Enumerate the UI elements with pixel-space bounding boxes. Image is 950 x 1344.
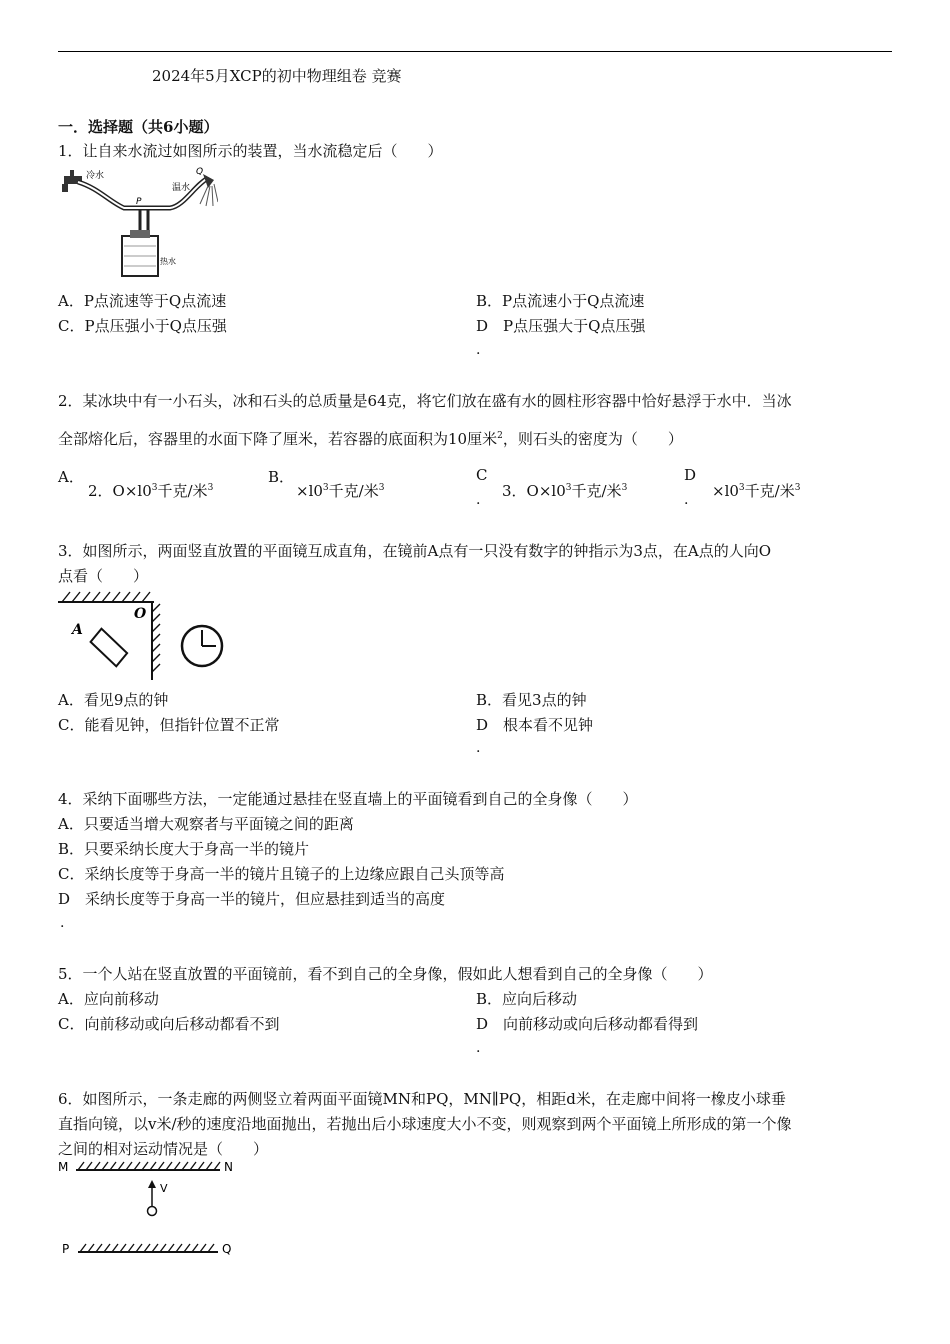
q5-option-b: B．应向后移动 — [476, 990, 578, 1008]
q2-option-a-value: 2．$O\times l0^3$千克/米$^3$ — [88, 482, 214, 500]
q1-option-a: A．P点流速等于Q点流速 — [58, 292, 227, 310]
q1-fig-warm: 温水 — [172, 183, 191, 193]
q6-line1: 6．如图所示，一条走廊的两侧竖立着两面平面镜MN和PQ，MN∥PQ，相距d米，在走廊中间将一橡皮小球垂 — [58, 1090, 786, 1108]
q2-line2-b: ，则石头的密度为（ ） — [502, 430, 683, 448]
q5-option-a: A．应向前移动 — [58, 990, 159, 1008]
q2-option-c-value: 3．$O\times l0^3$千克/米$^3$ — [502, 482, 628, 500]
q6-line2: 直指向镜，以v米/秒的速度沿地面抛出，若抛出后小球速度大小不变，则观察到两个平面镜上所形成的第一个像 — [58, 1115, 792, 1133]
q1-fig-cold: 冷水 — [86, 171, 105, 181]
q3-option-c: C．能看见钟，但指针位置不正常 — [58, 716, 280, 734]
q2-option-b-value: $\times l0^3$千克/米$^3$ — [296, 482, 385, 500]
q2-option-d-dot: . — [684, 492, 689, 508]
q2-option-d-label: D — [684, 466, 697, 484]
q2-option-b-label: B． — [268, 468, 295, 486]
q1-figure — [58, 166, 218, 282]
q2-option-a-label: A． — [58, 468, 84, 486]
q4-stem: 4．采纳下面哪些方法，一定能通过悬挂在竖直墙上的平面镜看到自己的全身像（ ） — [58, 790, 638, 808]
q3-option-d: D 根本看不见钟 — [476, 716, 594, 734]
q5-option-c: C．向前移动或向后移动都看不到 — [58, 1015, 280, 1033]
q1-fig-q: Q — [196, 167, 204, 177]
q6-line3: 之间的相对运动情况是（ ） — [58, 1140, 269, 1158]
q2-option-c-label: C — [476, 466, 488, 484]
q3-line2: 点看（ ） — [58, 567, 149, 585]
q3-option-b: B．看见3点的钟 — [476, 691, 587, 709]
section-title: 一．选择题（共6小题） — [58, 118, 219, 136]
q1-option-b: B．P点流速小于Q点流速 — [476, 292, 645, 310]
q4-option-d: D 采纳长度等于身高一半的镜片，但应悬挂到适当的高度 — [58, 890, 446, 908]
q4-dot: . — [60, 915, 65, 931]
q4-option-c: C．采纳长度等于身高一半的镜片且镜子的上边缘应跟自己头顶等高 — [58, 865, 505, 883]
q5-dot: . — [476, 1040, 481, 1056]
q3-figure — [56, 590, 234, 682]
q2-option-c-dot: . — [476, 492, 481, 508]
q4-option-b: B．只要采纳长度大于身高一半的镜片 — [58, 840, 310, 858]
q2-line2 — [58, 428, 683, 449]
q1-option-c: C．P点压强小于Q点压强 — [58, 317, 227, 335]
q2-line1: 2．某冰块中有一小石头，冰和石头的总质量是64克，将它们放在盛有水的圆柱形容器中恰好悬浮于水中．当冰 — [58, 392, 792, 410]
q4-option-a: A．只要适当增大观察者与平面镜之间的距离 — [58, 815, 354, 833]
page-title: 2024年5月XCP的初中物理组卷 竞赛 — [152, 67, 402, 85]
q6-fig-p: P — [62, 1242, 70, 1256]
q3-fig-a: A — [72, 622, 83, 638]
q2-line2-a: 全部熔化后，容器里的水面下降了厘米，若容器的底面积为10厘米 — [58, 430, 498, 448]
q6-fig-n: N — [224, 1160, 233, 1174]
q6-fig-q: Q — [222, 1242, 232, 1256]
q3-line1: 3．如图所示，两面竖直放置的平面镜互成直角，在镜前A点有一只没有数字的钟指示为3点，在A点的人向O — [58, 542, 772, 560]
q5-stem: 5．一个人站在竖直放置的平面镜前，看不到自己的全身像，假如此人想看到自己的全身像（ ） — [58, 965, 713, 983]
q1-fig-hot: 热水 — [160, 257, 176, 266]
q1-fig-p: P — [136, 197, 142, 207]
q3-dot: . — [476, 740, 481, 756]
q6-figure — [56, 1158, 246, 1262]
q3-option-a: A．看见9点的钟 — [58, 691, 169, 709]
q2-option-d-value: $\times l0^3$千克/米$^3$ — [712, 482, 801, 500]
q6-fig-m: M — [58, 1160, 69, 1174]
q5-option-d: D 向前移动或向后移动都看得到 — [476, 1015, 699, 1033]
header-rule — [58, 51, 892, 52]
q1-dot: . — [476, 342, 481, 358]
q6-fig-v: V — [160, 1182, 168, 1195]
q1-stem: 1．让自来水流过如图所示的装置，当水流稳定后（ ） — [58, 142, 443, 160]
q2-line2-sup: 2 — [497, 431, 503, 441]
q3-fig-o: O — [134, 606, 147, 622]
q1-option-d: D P点压强大于Q点压强 — [476, 317, 646, 335]
